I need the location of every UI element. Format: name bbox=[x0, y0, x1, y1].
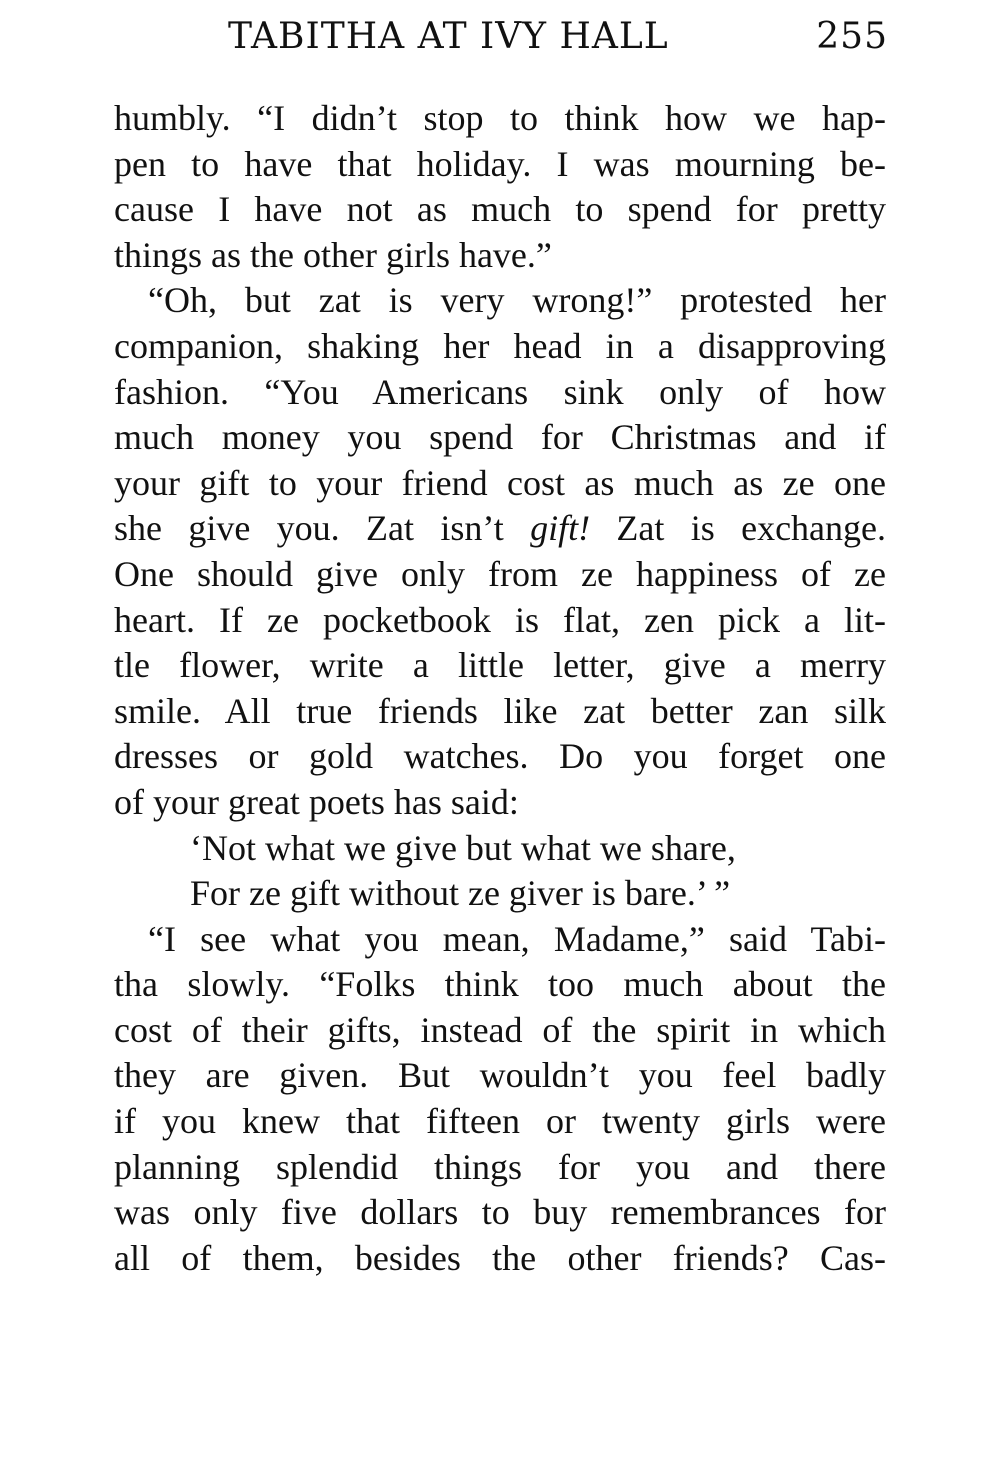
text-line: much money you spend for Christmas and if bbox=[114, 417, 886, 458]
text-line-mixed bbox=[114, 506, 886, 552]
text-line: was only five dollars to buy remembrances for bbox=[114, 1192, 886, 1233]
text-line: One should give only from ze happiness of ze bbox=[114, 553, 886, 594]
text-line: humbly. “I didn’t stop to think how we hap- bbox=[114, 98, 886, 138]
text-line: pen to have that holiday. I was mourning be- bbox=[114, 143, 886, 184]
body-text bbox=[114, 96, 886, 1281]
text-line: dresses or gold watches. Do you forget one bbox=[114, 736, 886, 777]
text-line: of your great poets has said: bbox=[114, 781, 519, 822]
text-segment: she give you. Zat isn’t bbox=[114, 508, 504, 549]
text-line: fashion. “You Americans sink only of how bbox=[114, 371, 886, 412]
italic-word: gift! bbox=[530, 508, 591, 549]
text-line: smile. All true friends like zat better zan silk bbox=[114, 690, 886, 731]
text-line: tha slowly. “Folks think too much about the bbox=[114, 964, 886, 1005]
running-title: TABITHA AT IVY HALL bbox=[228, 16, 669, 57]
text-line: “Oh, but zat is very wrong!” protested her bbox=[148, 280, 886, 321]
text-line: cause I have not as much to spend for pretty bbox=[114, 189, 886, 230]
text-line: “I see what you mean, Madame,” said Tabi- bbox=[148, 918, 886, 959]
running-head bbox=[228, 16, 888, 66]
text-line: tle flower, write a little letter, give a merry bbox=[114, 645, 886, 686]
verse-line: For ze gift without ze giver is bare.’ ” bbox=[190, 873, 731, 914]
text-segment: Zat is exchange. bbox=[616, 508, 887, 549]
text-line: your gift to your friend cost as much as ze one bbox=[114, 462, 886, 503]
text-line: companion, shaking her head in a disapproving bbox=[114, 325, 886, 366]
text-line: they are given. But wouldn’t you feel badly bbox=[114, 1055, 886, 1096]
text-line: cost of their gifts, instead of the spirit in which bbox=[114, 1009, 886, 1050]
page-number: 255 bbox=[816, 16, 888, 57]
text-line: things as the other girls have.” bbox=[114, 234, 552, 275]
text-line: if you knew that fifteen or twenty girls were bbox=[114, 1101, 886, 1142]
verse-line: ‘Not what we give but what we share, bbox=[190, 827, 736, 868]
text-line: planning splendid things for you and there bbox=[114, 1146, 886, 1187]
text-line: heart. If ze pocketbook is flat, zen pick a lit- bbox=[114, 599, 886, 640]
text-line: all of them, besides the other friends? Cas- bbox=[114, 1237, 886, 1278]
